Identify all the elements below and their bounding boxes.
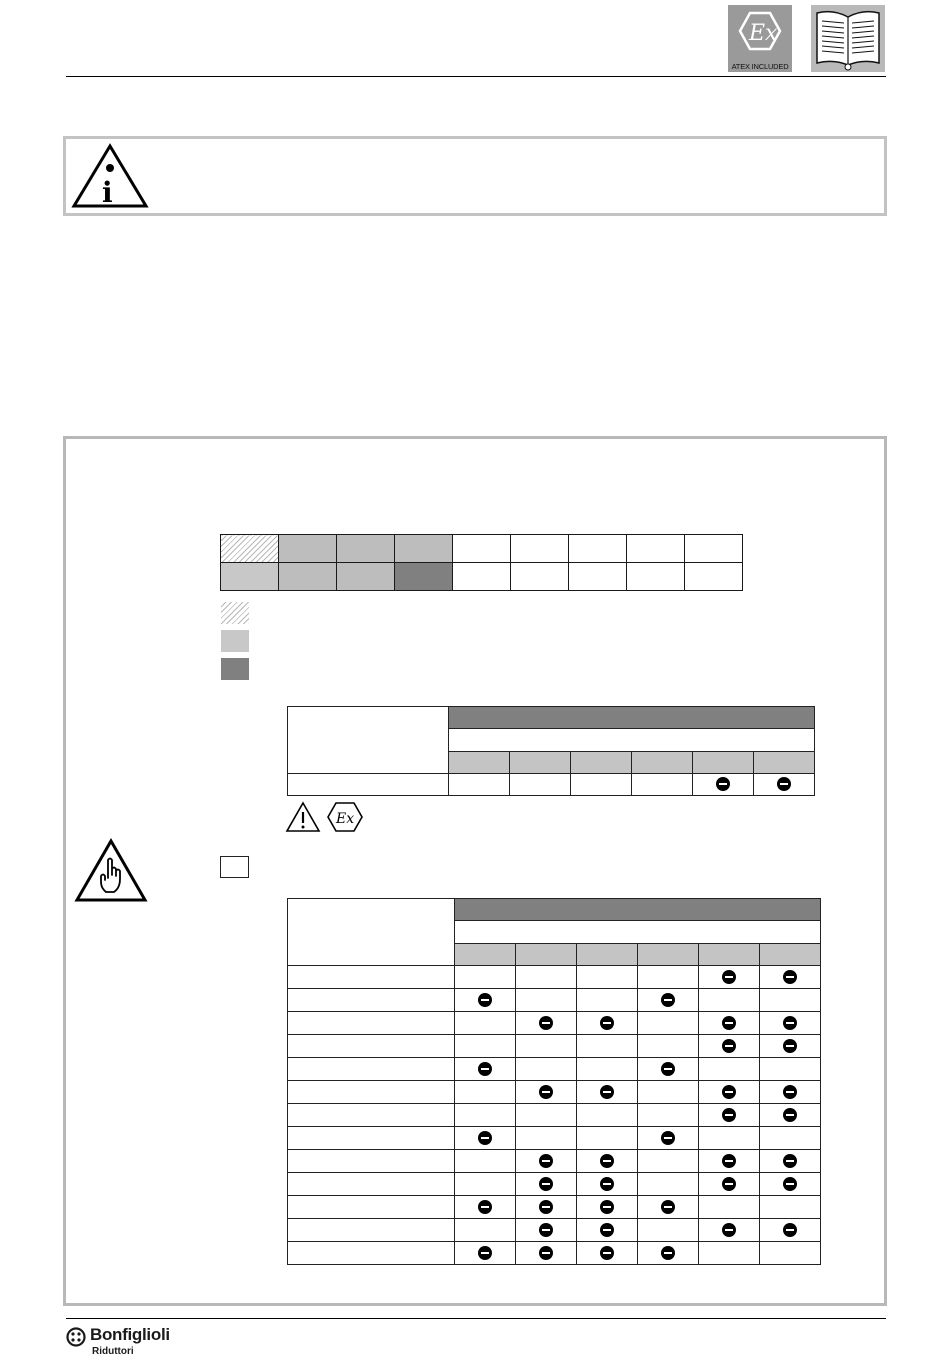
no-entry-icon [661, 1200, 675, 1214]
table1-cell [754, 774, 815, 796]
table2-cell [516, 1173, 577, 1196]
zone-cell [221, 563, 279, 591]
no-entry-icon [783, 1039, 797, 1053]
no-entry-icon [478, 1131, 492, 1145]
table1-col-header [571, 751, 632, 773]
table2-cell [577, 1035, 638, 1058]
zone-cell [453, 535, 511, 563]
table2-row-label [288, 1242, 455, 1265]
atex-badge [728, 5, 792, 72]
table2-row [288, 1058, 821, 1081]
table2-cell [455, 1058, 516, 1081]
no-entry-icon [600, 1223, 614, 1237]
table1-cell [510, 774, 571, 796]
table2-cell [577, 1150, 638, 1173]
legend-hatched-swatch [221, 602, 249, 624]
table2-cell [516, 1104, 577, 1127]
table2-col-header [760, 943, 821, 965]
table2-row [288, 989, 821, 1012]
table2-cell [638, 1035, 699, 1058]
table2-cell [699, 1150, 760, 1173]
table1-row [288, 774, 815, 796]
table2-cell [699, 1127, 760, 1150]
no-entry-icon [661, 1131, 675, 1145]
zone-cell [569, 563, 627, 591]
svg-text:Ex: Ex [749, 21, 778, 46]
table1-header-label [288, 707, 449, 774]
table2-col-header [516, 943, 577, 965]
legend-light-swatch [221, 630, 249, 652]
bonfiglioli-logo-icon [66, 1327, 86, 1347]
table2-cell [699, 1081, 760, 1104]
table2-cell [699, 1035, 760, 1058]
table2-cell [455, 1196, 516, 1219]
caution-triangle-icon [285, 800, 321, 834]
no-entry-icon [661, 1062, 675, 1076]
table2-cell [699, 1242, 760, 1265]
table2-cell [516, 1035, 577, 1058]
no-entry-icon [777, 777, 791, 791]
table2-cell [760, 1219, 821, 1242]
table2-cell [638, 1219, 699, 1242]
table2-header-dark [455, 899, 821, 921]
table2-cell [638, 1196, 699, 1219]
table1-col-header [449, 751, 510, 773]
table2-cell [638, 1081, 699, 1104]
table2-cell [455, 966, 516, 989]
hand-warning-icon [74, 838, 148, 904]
info-warning-icon [70, 142, 150, 210]
table2-row-label [288, 1104, 455, 1127]
no-entry-icon [539, 1085, 553, 1099]
table2-cell [577, 1081, 638, 1104]
table2-row [288, 1173, 821, 1196]
table2-cell [699, 1104, 760, 1127]
table2-cell [577, 1104, 638, 1127]
table2-row [288, 966, 821, 989]
no-entry-icon [539, 1200, 553, 1214]
table2-cell [699, 966, 760, 989]
brand-subtitle: Riduttori [92, 1346, 134, 1357]
zone-cell [511, 535, 569, 563]
table2-cell [455, 1219, 516, 1242]
ex-mark-icon [326, 800, 364, 834]
no-entry-icon [783, 1016, 797, 1030]
no-entry-icon [722, 1154, 736, 1168]
table2-row [288, 1219, 821, 1242]
no-entry-icon [600, 1200, 614, 1214]
table2-col-header [455, 943, 516, 965]
no-entry-icon [661, 1246, 675, 1260]
table2-cell [455, 1242, 516, 1265]
table2-cell [577, 1173, 638, 1196]
table2-cell [760, 1242, 821, 1265]
table2-cell [516, 1081, 577, 1104]
table1-cell [571, 774, 632, 796]
table2-col-header [638, 943, 699, 965]
no-entry-icon [539, 1223, 553, 1237]
zone-cell [395, 563, 453, 591]
table2-cell [577, 1196, 638, 1219]
note-marker-box [220, 856, 249, 878]
no-entry-icon [783, 1177, 797, 1191]
table2-cell [638, 1127, 699, 1150]
open-book-icon [811, 5, 885, 72]
table2-cell [638, 1012, 699, 1035]
table1-row-label [288, 774, 449, 796]
no-entry-icon [478, 1200, 492, 1214]
table2-cell [699, 1012, 760, 1035]
no-entry-icon [783, 1223, 797, 1237]
no-entry-icon [722, 1108, 736, 1122]
zone-cell [569, 535, 627, 563]
no-entry-icon [600, 1085, 614, 1099]
no-entry-icon [539, 1177, 553, 1191]
zone-cell [627, 563, 685, 591]
table2-header-label [288, 899, 455, 966]
table2-cell [516, 1127, 577, 1150]
table1-cell [693, 774, 754, 796]
no-entry-icon [600, 1016, 614, 1030]
table2-cell [516, 1150, 577, 1173]
table1-header-sub [449, 729, 815, 751]
table2-cell [760, 1173, 821, 1196]
table2-cell [699, 1173, 760, 1196]
table1-col-header [754, 751, 815, 773]
no-entry-icon [783, 970, 797, 984]
table2-row [288, 1104, 821, 1127]
table2-row-label [288, 966, 455, 989]
table2-cell [760, 1127, 821, 1150]
table2-cell [516, 1012, 577, 1035]
table2-cell [455, 1012, 516, 1035]
table2-cell [760, 1081, 821, 1104]
table2-row-label [288, 989, 455, 1012]
no-entry-icon [722, 1039, 736, 1053]
table1-col-header [693, 751, 754, 773]
no-entry-icon [478, 993, 492, 1007]
table2-cell [760, 1058, 821, 1081]
table2-cell [577, 1127, 638, 1150]
table2-cell [760, 966, 821, 989]
header-divider [66, 76, 886, 77]
table2-cell [638, 1058, 699, 1081]
table2-cell [455, 1104, 516, 1127]
zone-cell [511, 563, 569, 591]
table2-cell [760, 1035, 821, 1058]
table2-header-sub [455, 921, 821, 943]
no-entry-icon [716, 777, 730, 791]
table2-cell [699, 1058, 760, 1081]
table2-cell [699, 989, 760, 1012]
svg-text:Ex: Ex [336, 811, 355, 827]
no-entry-icon [478, 1062, 492, 1076]
atex-caption: ATEX INCLUDED [731, 62, 789, 71]
table2-cell [760, 1150, 821, 1173]
table2-cell [699, 1219, 760, 1242]
table2-row [288, 1127, 821, 1150]
table2-row [288, 1081, 821, 1104]
compat-table-1 [287, 706, 815, 796]
table2-cell [577, 966, 638, 989]
table2-row-label [288, 1219, 455, 1242]
table1-col-header [510, 751, 571, 773]
zone-cell [453, 563, 511, 591]
zone-cell [627, 535, 685, 563]
table2-row-label [288, 1035, 455, 1058]
table2-cell [760, 1104, 821, 1127]
no-entry-icon [722, 1223, 736, 1237]
table2-cell [638, 1150, 699, 1173]
table2-row-label [288, 1150, 455, 1173]
no-entry-icon [600, 1154, 614, 1168]
table2-cell [455, 1035, 516, 1058]
no-entry-icon [722, 1085, 736, 1099]
table2-cell [516, 989, 577, 1012]
table2-row [288, 1196, 821, 1219]
table2-cell [638, 1104, 699, 1127]
table2-cell [516, 1196, 577, 1219]
table1-cell [632, 774, 693, 796]
footer-divider [66, 1318, 886, 1319]
table2-col-header [577, 943, 638, 965]
no-entry-icon [783, 1108, 797, 1122]
zone-row-2 [221, 563, 743, 591]
table2-cell [577, 989, 638, 1012]
no-entry-icon [722, 970, 736, 984]
table1-header-dark [449, 707, 815, 729]
table2-row-label [288, 1012, 455, 1035]
table2-cell [760, 1012, 821, 1035]
table2-cell [760, 1196, 821, 1219]
table2-cell [699, 1196, 760, 1219]
legend-dark-swatch [221, 658, 249, 680]
table2-row-label [288, 1058, 455, 1081]
table2-cell [516, 1058, 577, 1081]
table2-cell [577, 1219, 638, 1242]
brand-name: Bonfiglioli [90, 1325, 170, 1344]
no-entry-icon [722, 1177, 736, 1191]
table2-cell [516, 1242, 577, 1265]
zone-cell [685, 535, 743, 563]
table2-row [288, 1035, 821, 1058]
table2-cell [455, 1081, 516, 1104]
zone-row-1 [221, 535, 743, 563]
zone-cell [279, 563, 337, 591]
zone-table [220, 534, 743, 591]
info-note-box [63, 136, 887, 216]
table2-cell [455, 1173, 516, 1196]
table2-col-header [699, 943, 760, 965]
table2-row-label [288, 1173, 455, 1196]
no-entry-icon [783, 1085, 797, 1099]
compat-table-2 [287, 898, 821, 1265]
table2-row [288, 1242, 821, 1265]
zone-cell [337, 535, 395, 563]
zone-cell [221, 535, 279, 563]
no-entry-icon [600, 1246, 614, 1260]
table2-cell [577, 1012, 638, 1035]
no-entry-icon [661, 993, 675, 1007]
no-entry-icon [722, 1016, 736, 1030]
table2-cell [577, 1242, 638, 1265]
table2-cell [760, 989, 821, 1012]
table2-cell [455, 1150, 516, 1173]
zone-cell [395, 535, 453, 563]
zone-cell [685, 563, 743, 591]
table2-cell [516, 966, 577, 989]
table2-cell [638, 966, 699, 989]
table2-cell [577, 1058, 638, 1081]
ex-mark-icon [728, 5, 792, 61]
no-entry-icon [539, 1016, 553, 1030]
svg-text:i: i [102, 176, 113, 209]
table1-col-header [632, 751, 693, 773]
table2-cell [455, 1127, 516, 1150]
table2-cell [455, 989, 516, 1012]
table2-row [288, 1012, 821, 1035]
zone-cell [279, 535, 337, 563]
manual-badge [811, 5, 885, 72]
table2-row-label [288, 1196, 455, 1219]
table2-row [288, 1150, 821, 1173]
table2-row-label [288, 1127, 455, 1150]
table2-cell [638, 1173, 699, 1196]
no-entry-icon [539, 1246, 553, 1260]
zone-cell [337, 563, 395, 591]
table2-cell [638, 989, 699, 1012]
table2-cell [516, 1219, 577, 1242]
table1-cell [449, 774, 510, 796]
no-entry-icon [539, 1154, 553, 1168]
table2-cell [638, 1242, 699, 1265]
table2-row-label [288, 1081, 455, 1104]
no-entry-icon [478, 1246, 492, 1260]
no-entry-icon [783, 1154, 797, 1168]
no-entry-icon [600, 1177, 614, 1191]
